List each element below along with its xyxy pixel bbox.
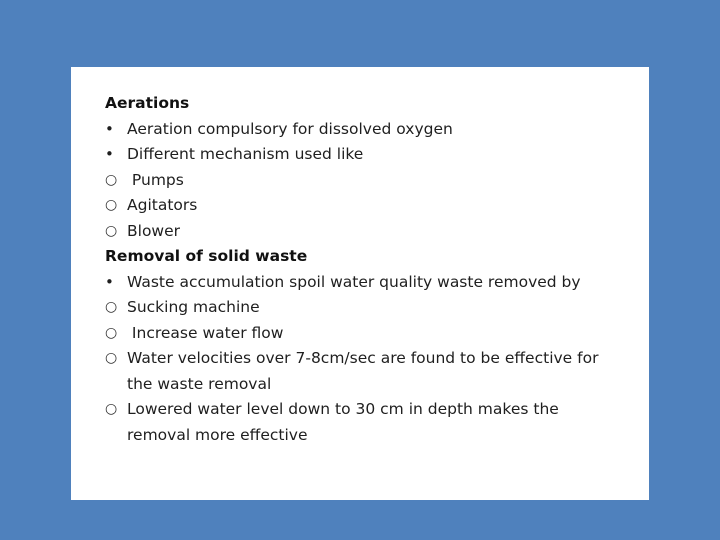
- list-item: [105, 346, 615, 397]
- list-item-text: Waste accumulation spoil water quality waste removed by: [127, 272, 581, 291]
- list-item-text: Lowered water level down to 30 cm in depth makes the removal more effective: [127, 400, 559, 444]
- list-item-text: Aeration compulsory for dissolved oxygen: [127, 119, 453, 138]
- hollow-bullet-icon: ○: [105, 324, 118, 341]
- list-item: [105, 117, 615, 143]
- slide-content: [105, 91, 615, 448]
- list-item-text: Increase water flow: [127, 323, 284, 342]
- list-item-text: Agitators: [127, 196, 198, 214]
- hollow-bullet-icon: ○: [105, 197, 118, 213]
- list-item-text: Pumps: [127, 170, 184, 189]
- slide-card: [71, 67, 649, 500]
- list-item: [105, 295, 615, 321]
- list-item-text: Different mechanism used like: [127, 145, 364, 163]
- hollow-bullet-icon: ○: [105, 299, 118, 315]
- list-item: [105, 142, 615, 168]
- bullet-icon: •: [105, 272, 114, 291]
- bullet-icon: •: [105, 145, 114, 163]
- list-item-text: Sucking machine: [127, 298, 260, 316]
- list-item: [105, 168, 615, 194]
- section-heading-aerations: Aerations: [105, 94, 190, 112]
- bullet-icon: •: [105, 119, 114, 138]
- list-item: [105, 193, 615, 219]
- hollow-bullet-icon: ○: [105, 222, 118, 239]
- list-item-text: Water velocities over 7-8cm/sec are found to be effective for the waste removal: [127, 349, 599, 393]
- list-item: [105, 397, 615, 448]
- list-item: [105, 219, 615, 245]
- hollow-bullet-icon: ○: [105, 350, 118, 366]
- hollow-bullet-icon: ○: [105, 171, 118, 188]
- hollow-bullet-icon: ○: [105, 401, 118, 417]
- section-heading-solid-waste: Removal of solid waste: [105, 247, 308, 265]
- list-item: [105, 270, 615, 296]
- list-item-text: Blower: [127, 221, 181, 240]
- list-item: [105, 321, 615, 347]
